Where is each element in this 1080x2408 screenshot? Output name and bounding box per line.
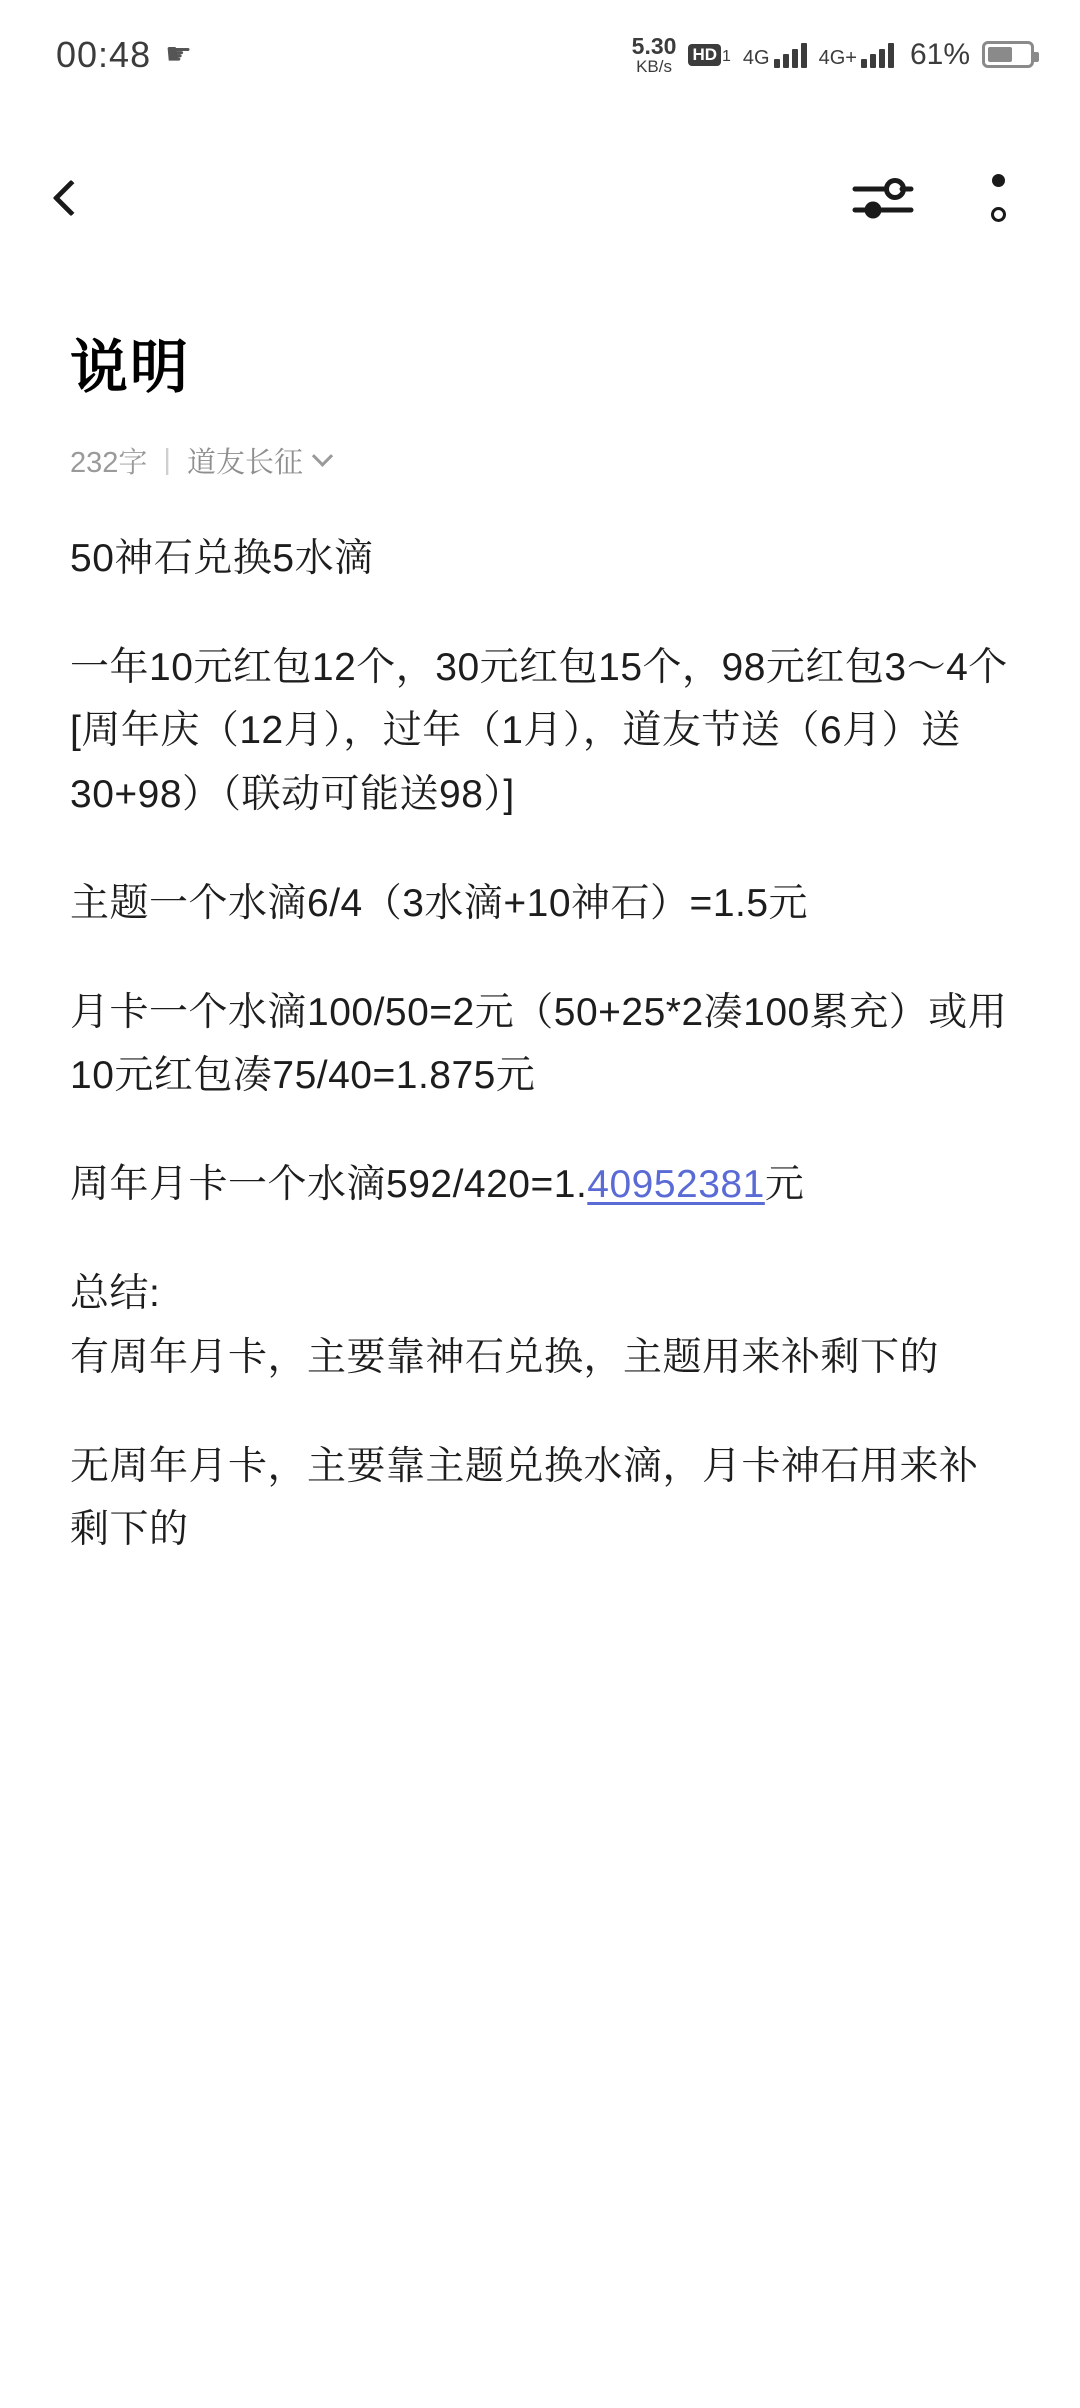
network-speed-indicator bbox=[632, 34, 677, 76]
back-button[interactable] bbox=[58, 168, 118, 228]
app-bar-actions bbox=[852, 170, 1018, 226]
paragraph: 月卡一个水滴100/50=2元（50+25*2凑100累充）或用10元红包凑75/40=1.875元 bbox=[70, 990, 1008, 1098]
status-clock: 00:48 bbox=[56, 34, 152, 75]
note-content bbox=[0, 320, 1080, 1561]
chevron-down-icon bbox=[312, 446, 333, 467]
hd-label: HD bbox=[688, 44, 721, 66]
app-bar bbox=[0, 134, 1080, 262]
note-meta bbox=[70, 440, 1010, 481]
more-vertical-icon[interactable] bbox=[978, 170, 1018, 226]
battery-percent: 61% bbox=[909, 37, 970, 71]
signal-sim2-bars bbox=[861, 42, 894, 68]
summary-label: 总结: bbox=[70, 1272, 161, 1316]
hand-pointer-icon: ☛ bbox=[165, 38, 192, 71]
paragraph-with-link bbox=[70, 1153, 1010, 1216]
page-title: 说明 bbox=[70, 335, 191, 400]
network-speed-unit: KB/s bbox=[636, 57, 672, 77]
summary-line: 有周年月卡，主要靠神石兑换，主题用来补剩下的 bbox=[70, 1335, 940, 1379]
word-count: 232字 bbox=[70, 447, 148, 479]
note-body[interactable] bbox=[70, 527, 1010, 1561]
link-paragraph-prefix: 周年月卡一个水滴592/420=1. bbox=[70, 1163, 588, 1207]
paragraph: 主题一个水滴6/4（3水滴+10神石）=1.5元 bbox=[70, 881, 809, 925]
paragraph: 50神石兑换5水滴 bbox=[70, 537, 374, 580]
status-bar-right bbox=[632, 34, 1034, 76]
hd-voice-icon bbox=[688, 44, 730, 66]
status-bar-left bbox=[56, 34, 192, 76]
summary-line: 无周年月卡，主要靠主题兑换水滴，月卡神石用来补剩下的 bbox=[70, 1444, 979, 1551]
signal-sim1 bbox=[743, 42, 807, 68]
signal-sim2-label: 4G+ bbox=[818, 46, 857, 69]
chevron-left-icon bbox=[53, 180, 90, 217]
status-bar bbox=[0, 0, 1080, 110]
signal-sim1-bars bbox=[774, 42, 807, 68]
battery-icon bbox=[982, 41, 1034, 68]
hd-sim1-index: 1 bbox=[722, 47, 731, 65]
paragraph: 一年10元红包12个，30元红包15个，98元红包3〜4个[周年庆（12月），过年（1月），道友节送（6月）送30+98）（联动可能送98）] bbox=[70, 646, 1008, 816]
phone-number-link[interactable]: 40952381 bbox=[587, 1163, 765, 1207]
signal-sim1-label: 4G bbox=[742, 46, 770, 69]
network-speed-value: 5.30 bbox=[631, 33, 677, 59]
author-name: 道友长征 bbox=[186, 447, 303, 479]
meta-separator: | bbox=[163, 444, 171, 476]
link-paragraph-suffix: 元 bbox=[764, 1163, 805, 1207]
signal-sim2 bbox=[819, 42, 894, 68]
author-dropdown[interactable] bbox=[187, 440, 330, 481]
sliders-icon[interactable] bbox=[852, 172, 914, 224]
